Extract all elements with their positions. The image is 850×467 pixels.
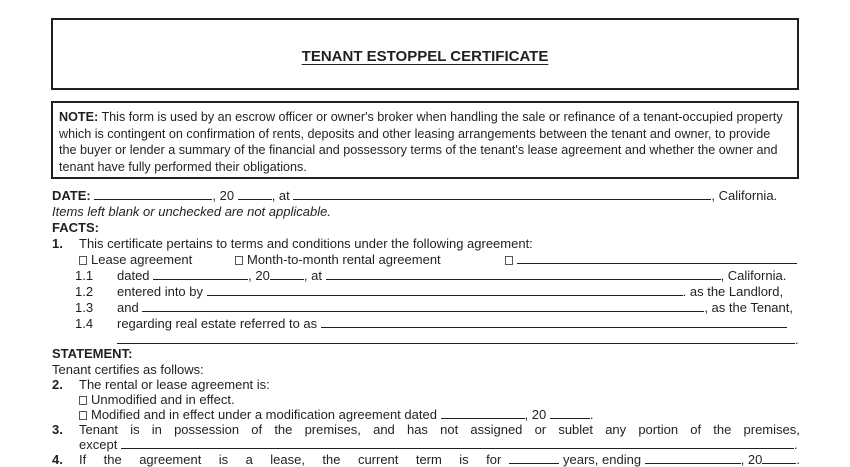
lease-end-date-field[interactable] [645, 452, 741, 464]
agreement-date-field[interactable] [153, 268, 248, 280]
item3-word: in [151, 422, 162, 437]
real-estate-continuation [117, 332, 799, 347]
item4-word: a [245, 452, 253, 467]
lease-agreement-label: Lease agreement [91, 252, 193, 267]
item-3-end: . [793, 437, 798, 452]
modified-year-prefix: , 20 [524, 407, 547, 422]
item4-word: the [322, 452, 341, 467]
other-agreement-checkbox[interactable] [505, 256, 513, 265]
modified-end: . [589, 407, 594, 422]
except-field[interactable] [121, 437, 794, 449]
lease-end-year-field[interactable] [762, 452, 796, 464]
unmodified-checkbox[interactable] [79, 396, 87, 405]
real-estate-field-line-2[interactable] [117, 332, 795, 344]
item3-word: or [534, 422, 547, 437]
date-at: , at [271, 188, 290, 203]
item3-word: portion [638, 422, 679, 437]
item3-word: has [406, 422, 428, 437]
modified-checkbox[interactable] [79, 411, 87, 420]
item-4-year-prefix: , 20 [740, 452, 763, 467]
item3-word: not [440, 422, 459, 437]
item-4-text [79, 452, 501, 467]
item3-word: the [274, 422, 293, 437]
month-to-month-label: Month-to-month rental agreement [247, 252, 441, 267]
item4-word: agreement [139, 452, 202, 467]
item-1-1-number: 1.1 [75, 268, 94, 283]
item3-word: of [251, 422, 263, 437]
item-1-1-at: , at [303, 268, 322, 283]
item-1-4-number: 1.4 [75, 316, 94, 331]
item-1-2 [75, 284, 783, 299]
item-3-number: 3. [52, 422, 63, 437]
item3-word: sublet [558, 422, 594, 437]
item3-word: premises, [304, 422, 361, 437]
date-field[interactable] [94, 188, 212, 200]
tenant-field[interactable] [142, 300, 704, 312]
item-2-text: The rental or lease agreement is: [79, 377, 270, 392]
agreement-year-field[interactable] [270, 268, 304, 280]
item-1-2-suffix: . as the Landlord, [682, 284, 784, 299]
item-1-3-text: and [117, 300, 139, 315]
item4-word: term [415, 452, 442, 467]
item-4-tail [509, 452, 800, 467]
tenant-certifies: Tenant certifies as follows: [52, 362, 204, 377]
date-label: DATE: [52, 188, 91, 203]
item-4-number: 4. [52, 452, 63, 467]
item-1-3-number: 1.3 [75, 300, 94, 315]
item-1-4 [75, 316, 787, 331]
item4-word: is [459, 452, 469, 467]
real-estate-field[interactable] [321, 316, 787, 328]
item-1-1 [75, 268, 786, 283]
item-3-except: except [79, 437, 118, 452]
lease-years-field[interactable] [509, 452, 559, 464]
month-to-month-checkbox[interactable] [235, 256, 243, 265]
item3-word: and [373, 422, 395, 437]
item3-word: possession [174, 422, 240, 437]
modified-option [79, 407, 594, 422]
title-box [51, 18, 799, 90]
date-state: , California. [711, 188, 778, 203]
item4-word: lease, [270, 452, 305, 467]
agreement-location-field[interactable] [326, 268, 721, 280]
item3-word: any [605, 422, 627, 437]
item4-word: the [103, 452, 122, 467]
item4-word: is [218, 452, 229, 467]
note-box [51, 101, 799, 179]
item4-word: If [79, 452, 87, 467]
modified-label: Modified and in effect under a modification agreement dated [91, 407, 437, 422]
unmodified-label: Unmodified and in effect. [91, 392, 235, 407]
page-title: TENANT ESTOPPEL CERTIFICATE [301, 48, 549, 65]
landlord-field[interactable] [207, 284, 683, 296]
item4-word: for [486, 452, 502, 467]
modification-date-field[interactable] [441, 407, 525, 419]
real-estate-end: . [795, 332, 799, 347]
item-1-1-state: , California. [720, 268, 787, 283]
date-year-prefix: , 20 [212, 188, 235, 203]
date-year-field[interactable] [238, 188, 272, 200]
item-1-4-text: regarding real estate referred to as [117, 316, 318, 331]
date-location-field[interactable] [293, 188, 711, 200]
item-1-number: 1. [52, 236, 63, 251]
item3-word: Tenant [79, 422, 119, 437]
item-2-number: 2. [52, 377, 63, 392]
date-line [52, 188, 777, 203]
item-1 [52, 236, 533, 251]
item-1-3 [75, 300, 793, 315]
item-3 [52, 422, 800, 437]
other-option [505, 252, 797, 267]
unmodified-option [79, 392, 235, 407]
item3-word: assigned [470, 422, 523, 437]
blank-note: Items left blank or unchecked are not applicable. [52, 204, 331, 219]
item4-word: current [357, 452, 399, 467]
item-1-1-dated: dated [117, 268, 150, 283]
item-2 [52, 377, 270, 392]
item-1-options [79, 252, 192, 267]
item-1-3-suffix: , as the Tenant, [704, 300, 793, 315]
note-text: This form is used by an escrow officer or owner's broker when handling the sale or refinance of a tenant-occupied property which is contingent on confirmation of rents, deposits and other leasing arrangements between the tenant and owner, to provide the buyer or lender a summary of the financial and possessory terms of the tenant's lease agreement and whether the owner and tenant have fully performed their obligations. [59, 110, 783, 174]
item-1-2-number: 1.2 [75, 284, 94, 299]
other-agreement-field[interactable] [517, 252, 797, 264]
statement-heading: STATEMENT: [52, 346, 133, 361]
item3-word: premises, [743, 422, 800, 437]
lease-agreement-checkbox[interactable] [79, 256, 87, 265]
item3-word: the [713, 422, 732, 437]
month-to-month-option [235, 252, 441, 267]
item-1-text: This certificate pertains to terms and conditions under the following agreement: [79, 236, 533, 251]
note-label: NOTE: [59, 110, 99, 124]
facts-heading: FACTS: [52, 220, 99, 235]
item-1-2-text: entered into by [117, 284, 204, 299]
item-1-1-year-prefix: , 20 [248, 268, 270, 283]
item-4 [52, 452, 800, 467]
item3-word: of [690, 422, 702, 437]
item3-word: is [130, 422, 140, 437]
item-4-end: . [796, 452, 800, 467]
item-3-text [79, 422, 800, 437]
item-4-years-ending: years, ending [563, 452, 642, 467]
modification-year-field[interactable] [550, 407, 590, 419]
item-3-except-line [79, 437, 798, 452]
